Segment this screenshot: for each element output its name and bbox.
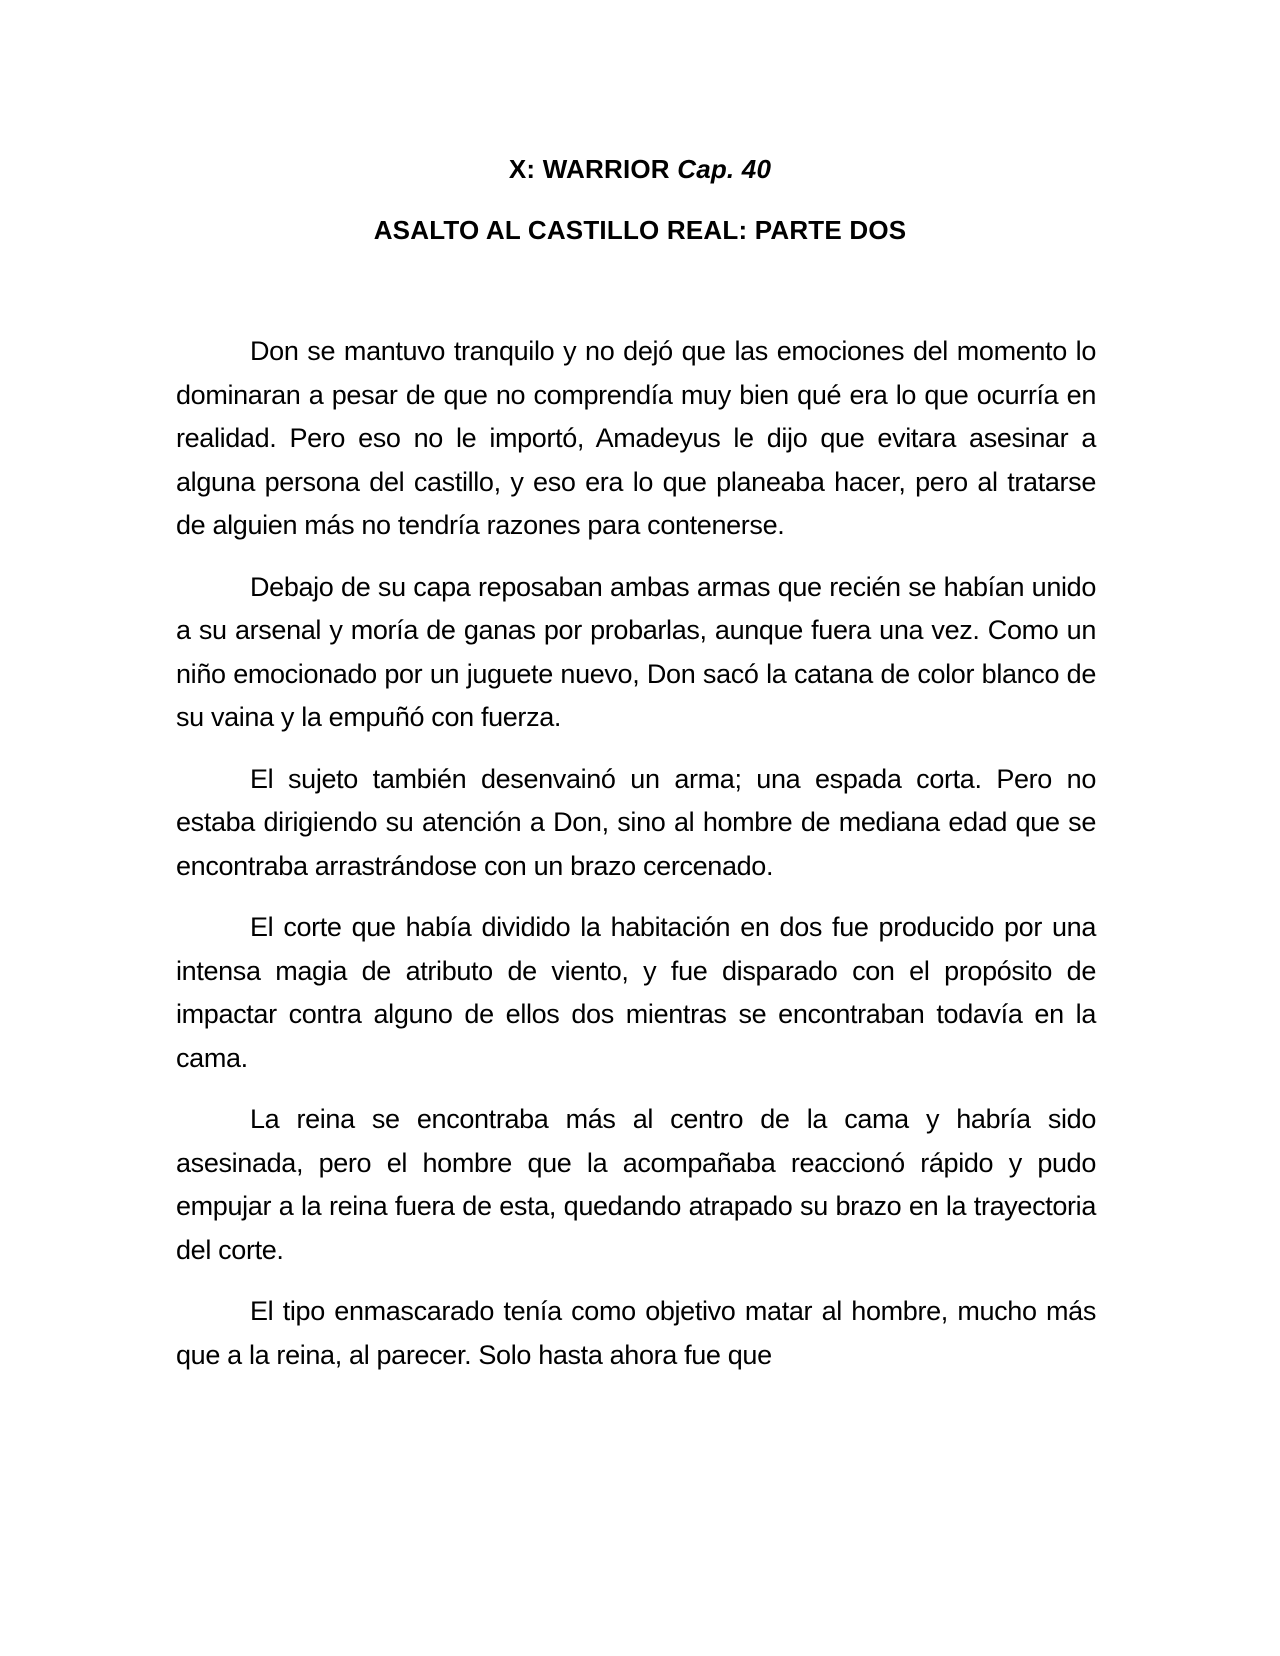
paragraph-1: Don se mantuvo tranquilo y no dejó que las emociones del momento lo dominaran a pesar de que no comprendía muy bien qué era lo que ocurría en realidad. Pero eso no le importó, Amadeyus le dijo que evitara asesinar a alguna persona del castillo, y eso era lo que planeaba hacer, pero al tratarse de alguien más no tendría razones para contenerse. xyxy=(176,336,1096,540)
book-title: X: WARRIOR xyxy=(508,154,670,184)
paragraph-5: La reina se encontraba más al centro de la cama y habría sido asesinada, pero el hombre que la acompañaba reaccionó rápido y pudo empujar a la reina fuera de esta, quedando atrapado su brazo en la trayectoria del corte. xyxy=(176,1104,1096,1265)
paragraph-2: Debajo de su capa reposaban ambas armas que recién se habían unido a su arsenal y moría de ganas por probarlas, aunque fuera una vez. Como un niño emocionado por un juguete nuevo, Don sacó la catana de color blanco de su vaina y la empuñó con fuerza. xyxy=(176,571,1096,732)
chapter-number: Cap. 40 xyxy=(677,154,772,184)
paragraph-4: El corte que había dividido la habitación en dos fue producido por una intensa magia de atributo de viento, y fue disparado con el propósito de impactar contra alguno de ellos dos mientras se encontraban todavía en la cama. xyxy=(176,912,1096,1073)
chapter-title xyxy=(0,152,1280,186)
paragraph-3: El sujeto también desenvainó un arma; una espada corta. Pero no estaba dirigiendo su atención a Don, sino al hombre de mediana edad que se encontraba arrastrándose con un brazo cercenado. xyxy=(176,763,1096,881)
chapter-subtitle: ASALTO AL CASTILLO REAL: PARTE DOS xyxy=(373,215,907,245)
paragraph-6: El tipo enmascarado tenía como objetivo matar al hombre, mucho más que a la reina, al parecer. Solo hasta ahora fue que xyxy=(176,1296,1096,1370)
chapter-body xyxy=(176,330,1096,1395)
